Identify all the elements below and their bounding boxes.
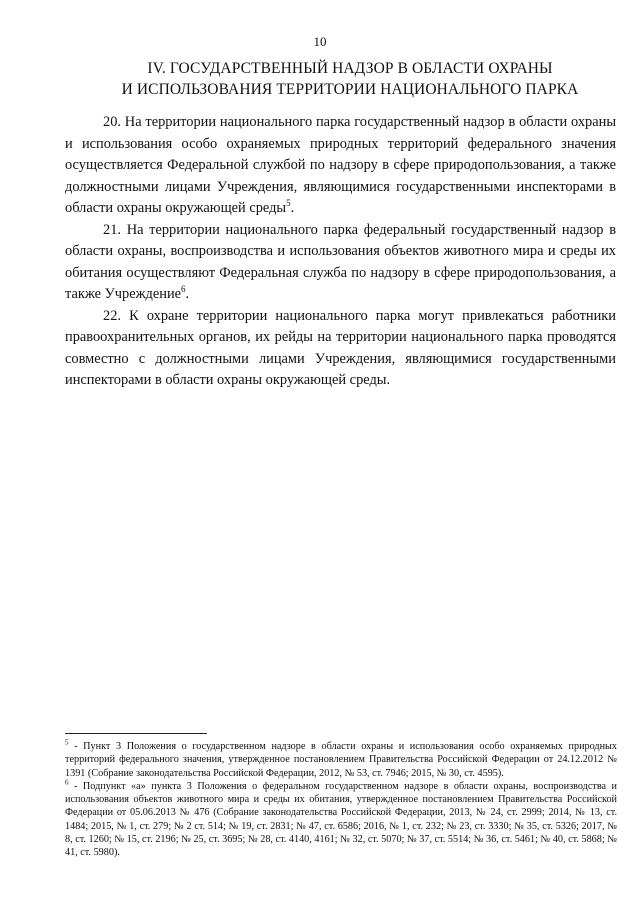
document-body <box>65 112 616 392</box>
heading-line-1: IV. ГОСУДАРСТВЕННЫЙ НАДЗОР В ОБЛАСТИ ОХРАНЫ <box>147 60 553 77</box>
paragraph-end: . <box>185 286 190 302</box>
footnote-text: - Подпункт «а» пункта 3 Положения о федеральном государственном надзоре в области охраны, воспроизводства и использования объектов животного мира и среды их обитания, утвержденное постановлением Правительства Российской Федерации от 05.06.2013 № 476 (Собрание законодательства Российской Федерации, 2013, № 24, ст. 2999; 2014, № 13, ст. 1484; 2015, № 1, ст. 279; № 2 ст. 514; № 19, ст. 2831; № 47, ст. 6586; 2016, № 1, ст. 232; № 23, ст. 3330; № 35, ст. 5326; 2017, № 8, ст. 1260; № 15, ст. 2196; № 25, ст. 3695; № 28, ст. 4140, 4161; № 32, ст. 5070; № 37, ст. 5514; № 36, ст. 5461; № 40, ст. 5868; № 41, ст. 5980). <box>65 780 617 859</box>
paragraph-text: 20. На территории национального парка государственный надзор в области охраны и использования особо охраняемых природных территорий федерального значения осуществляется Федеральной службой по надзору в сфере природопользования, а также должностными лицами Учреждения, являющимися государственными инспекторами в области охраны окружающей среды <box>65 114 616 216</box>
paragraph-21 <box>65 220 616 306</box>
footnote-mark: 6 <box>65 778 69 787</box>
footnote-text: - Пункт 3 Положения о государственном надзоре в области охраны и использования особо охраняемых природных территорий федерального значения, утвержденное постановлением Правительства Российской Федерации от 24.12.2012 № 1391 (Собрание законодательства Российской Федерации, 2012, № 53, ст. 7946; 2015, № 30, ст. 4595). <box>65 741 617 779</box>
footnote-mark: 5 <box>65 738 69 747</box>
paragraph-text: 22. К охране территории национального парка могут привлекаться работники правоохранительных органов, их рейды на территории национального парка проводятся совместно с должностными лицами Учреждения, являющимися государственными инспекторами в области охраны окружающей среды. <box>65 307 616 388</box>
paragraph-20 <box>65 112 616 220</box>
section-heading <box>60 58 640 100</box>
footnote-ref-6: 6 <box>181 284 186 295</box>
footnotes <box>65 740 617 860</box>
paragraph-text: 21. На территории национального парка федеральный государственный надзор в области охраны, воспроизводства и использования объектов животного мира и среды их обитания осуществляют Федеральная служба по надзору в сфере природопользования, а также Учреждение <box>65 221 616 302</box>
paragraph-22 <box>65 306 616 392</box>
paragraph-end: . <box>290 200 295 216</box>
footnote-separator <box>65 733 207 734</box>
heading-line-2: И ИСПОЛЬЗОВАНИЯ ТЕРРИТОРИИ НАЦИОНАЛЬНОГО ПАРКА <box>121 81 579 98</box>
page-number: 10 <box>313 34 327 49</box>
footnote-6 <box>65 780 617 860</box>
footnote-5 <box>65 740 617 780</box>
footnote-ref-5: 5 <box>286 198 291 209</box>
